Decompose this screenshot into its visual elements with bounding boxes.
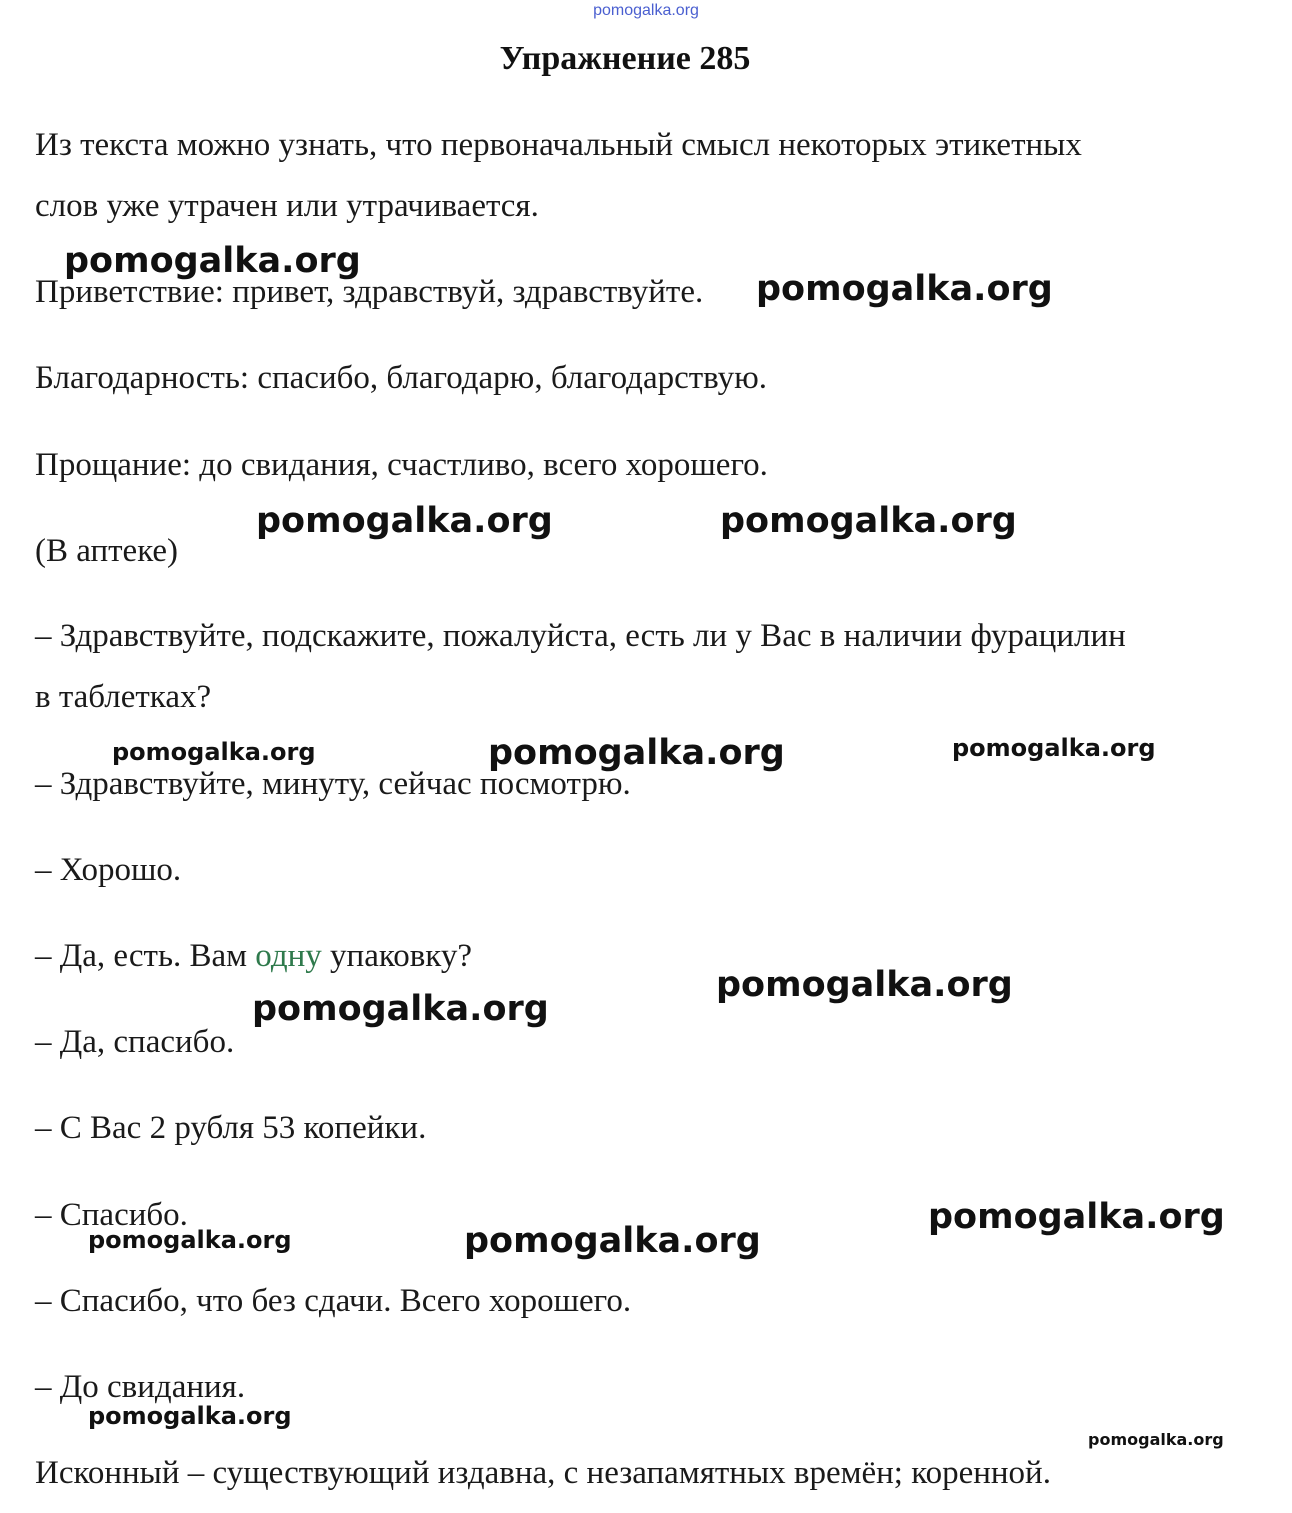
dialogue-text: – Да, есть. Вам (35, 938, 256, 974)
watermark: pomogalka.org (256, 501, 553, 541)
dialogue-line: – Здравствуйте, минуту, сейчас посмотрю. (35, 766, 631, 802)
watermark: pomogalka.org (720, 501, 1017, 541)
watermark: pomogalka.org (64, 241, 361, 281)
header-watermark: pomogalka.org (593, 2, 699, 19)
paragraph-farewell: Прощание: до свидания, счастливо, всего хорошего. (35, 447, 768, 483)
watermark: pomogalka.org (1088, 1430, 1224, 1449)
paragraph-gratitude: Благодарность: спасибо, благодарю, благодарствую. (35, 360, 768, 396)
dialogue-line: – Спасибо. (35, 1197, 188, 1233)
dialogue-line: – До свидания. (35, 1369, 246, 1405)
dialogue-text-highlight: одну (255, 938, 322, 974)
watermark: pomogalka.org (252, 989, 549, 1029)
watermark: pomogalka.org (488, 733, 785, 773)
dialogue-line: – Здравствуйте, подскажите, пожалуйста, есть ли у Вас в наличии фурацилин (35, 618, 1126, 654)
watermark: pomogalka.org (952, 734, 1156, 762)
paragraph-greeting: Приветствие: привет, здравствуй, здравствуйте. (35, 274, 704, 310)
page-title: Упражнение 285 (499, 40, 751, 77)
watermark: pomogalka.org (716, 965, 1013, 1005)
dialogue-line (35, 936, 472, 976)
paragraph-line: Из текста можно узнать, что первоначальный смысл некоторых этикетных (35, 127, 1082, 163)
dialogue-line: – Хорошо. (35, 852, 182, 888)
dialogue-line: – Да, спасибо. (35, 1024, 235, 1060)
dialogue-line: – Спасибо, что без сдачи. Всего хорошего. (35, 1283, 632, 1319)
paragraph-line: слов уже утрачен или утрачивается. (35, 188, 539, 224)
definition-line: Исконный – существующий издавна, с незапамятных времён; коренной. (35, 1455, 1051, 1491)
watermark: pomogalka.org (928, 1197, 1225, 1237)
watermark: pomogalka.org (88, 1402, 292, 1430)
watermark: pomogalka.org (756, 269, 1053, 309)
watermark: pomogalka.org (112, 738, 316, 766)
watermark: pomogalka.org (88, 1226, 292, 1254)
watermark: pomogalka.org (464, 1221, 761, 1261)
dialogue-line: в таблетках? (35, 679, 212, 715)
dialogue-text: упаковку? (321, 938, 473, 974)
dialogue-heading: (В аптеке) (35, 533, 179, 569)
dialogue-line: – С Вас 2 рубля 53 копейки. (35, 1110, 427, 1146)
